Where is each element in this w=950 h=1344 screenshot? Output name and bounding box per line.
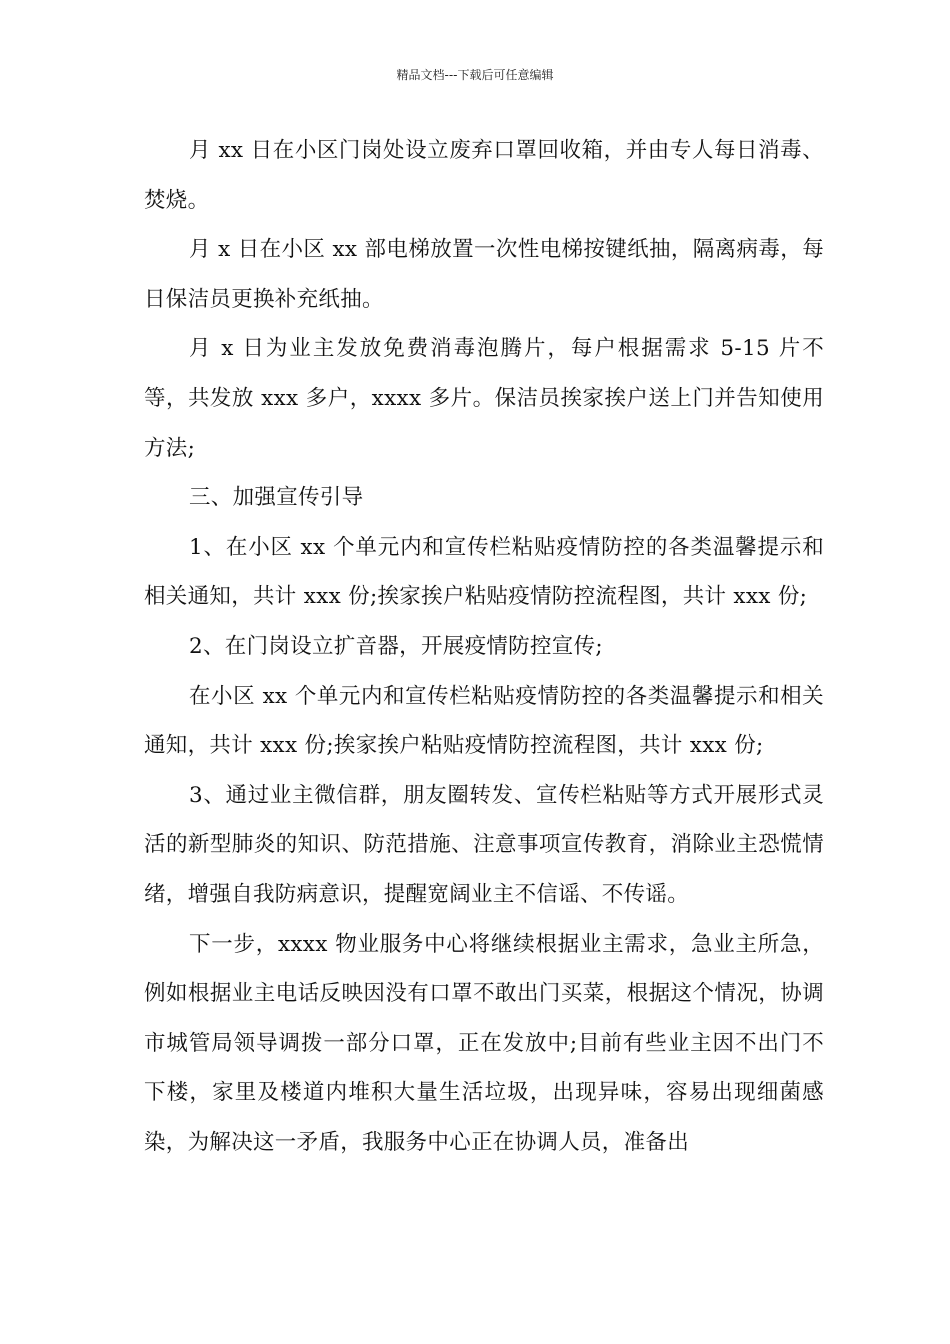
paragraph-disinfectant-tablets: 月 x 日为业主发放免费消毒泡腾片，每户根据需求 5-15 片不等，共发放 xxx 多户，xxxx 多片。保洁员挨家挨户送上门并告知使用方法; xyxy=(144,336,824,461)
document-body xyxy=(144,126,824,1167)
page-header: 精品文档---下载后可任意编辑 xyxy=(396,68,554,82)
paragraph-item-1: 1、在小区 xx 个单元内和宣传栏粘贴疫情防控的各类温馨提示和相关通知，共计 xxx 份;挨家挨户粘贴疫情防控流程图，共计 xxx 份; xyxy=(144,534,824,610)
section-heading-publicity: 三、加强宣传引导 xyxy=(189,485,364,511)
paragraph-notices: 在小区 xx 个单元内和宣传栏粘贴疫情防控的各类温馨提示和相关通知，共计 xxx 份;挨家挨户粘贴疫情防控流程图，共计 xxx 份; xyxy=(144,683,824,759)
paragraph-elevator-tissue: 月 x 日在小区 xx 部电梯放置一次性电梯按键纸抽，隔离病毒，每日保洁员更换补充纸抽。 xyxy=(144,237,824,312)
paragraph-mask-bin: 月 xx 日在小区门岗处设立废弃口罩回收箱，并由专人每日消毒、焚烧。 xyxy=(144,138,824,213)
paragraph-item-2: 2、在门岗设立扩音器，开展疫情防控宣传; xyxy=(189,633,603,659)
paragraph-item-3: 3、通过业主微信群，朋友圈转发、宣传栏粘贴等方式开展形式灵活的新型肺炎的知识、防范措施、注意事项宣传教育，消除业主恐慌情绪，增强自我防病意识，提醒宽阔业主不信谣、不传谣。 xyxy=(144,782,824,907)
paragraph-next-step: 下一步，xxxx 物业服务中心将继续根据业主需求，急业主所急，例如根据业主电话反映因没有口罩不敢出门买菜，根据这个情况，协调市城管局领导调拨一部分口罩，正在发放中;目前有些业主因不出门不下楼，家里及楼道内堆积大量生活垃圾，出现异味，容易出现细菌感染，为解决这一矛盾，我服务中心正在协调人员，准备出 xyxy=(144,931,824,1155)
